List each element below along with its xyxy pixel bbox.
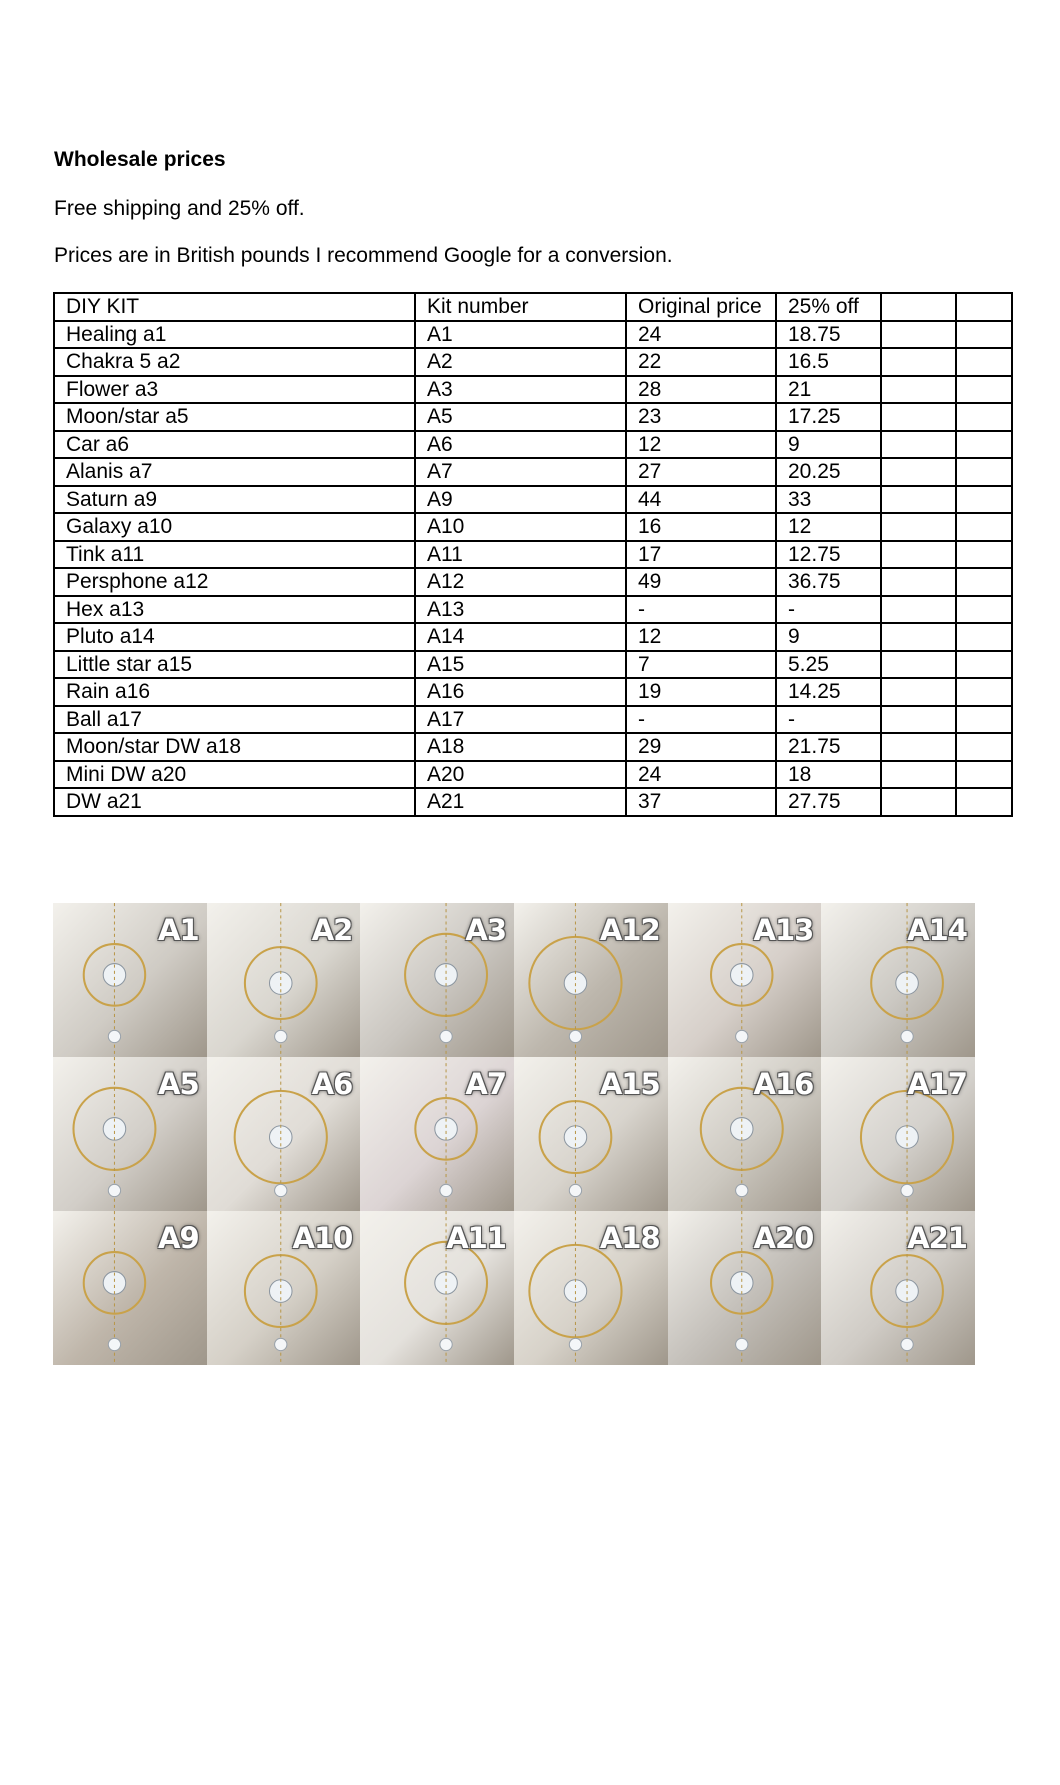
table-cell: 5.25 [776,651,881,679]
table-cell [881,458,956,486]
product-photo-tile [360,1057,514,1211]
column-header: 25% off [776,293,881,321]
product-photo-tile [53,1211,207,1365]
table-cell: Alanis a7 [54,458,415,486]
column-header [956,293,1012,321]
table-cell [956,486,1012,514]
table-cell [956,376,1012,404]
kit-number-label: A1 [158,913,199,947]
table-cell: A5 [415,403,626,431]
table-row [54,541,1012,569]
column-header: Kit number [415,293,626,321]
table-cell: A3 [415,376,626,404]
table-cell [881,733,956,761]
product-photo-tile [668,1211,822,1365]
table-row [54,788,1012,816]
table-row [54,678,1012,706]
table-row [54,761,1012,789]
table-cell: A17 [415,706,626,734]
table-row [54,596,1012,624]
product-photo-tile [821,1057,975,1211]
table-cell [956,541,1012,569]
table-cell [956,623,1012,651]
table-cell: A13 [415,596,626,624]
product-photo-tile [360,903,514,1057]
table-cell: Galaxy a10 [54,513,415,541]
table-cell [956,458,1012,486]
table-cell: 36.75 [776,568,881,596]
table-cell: A9 [415,486,626,514]
kit-number-label: A15 [599,1067,660,1101]
table-cell: Healing a1 [54,321,415,349]
kit-number-label: A18 [599,1221,660,1255]
table-cell: Flower a3 [54,376,415,404]
kit-number-label: A10 [292,1221,353,1255]
kit-number-label: A13 [753,913,814,947]
table-cell: Car a6 [54,431,415,459]
table-cell: A20 [415,761,626,789]
table-row [54,706,1012,734]
table-cell: 23 [626,403,776,431]
table-cell: 17 [626,541,776,569]
column-header [881,293,956,321]
table-cell: Persphone a12 [54,568,415,596]
kit-number-label: A14 [907,913,967,947]
kit-number-label: A9 [158,1221,199,1255]
table-cell: 21.75 [776,733,881,761]
table-cell: 9 [776,623,881,651]
table-cell: - [776,596,881,624]
table-cell [956,678,1012,706]
page-title: Wholesale prices [54,148,226,171]
table-cell: DW a21 [54,788,415,816]
table-cell [881,651,956,679]
table-cell [956,788,1012,816]
kit-number-label: A17 [907,1067,967,1101]
table-cell [956,596,1012,624]
kit-number-label: A3 [465,913,506,947]
product-photo-tile [821,1211,975,1365]
table-cell [956,513,1012,541]
kit-number-label: A21 [907,1221,967,1255]
table-cell [881,678,956,706]
table-cell: A11 [415,541,626,569]
table-cell: 17.25 [776,403,881,431]
table-cell [881,348,956,376]
table-cell [881,706,956,734]
table-cell: A21 [415,788,626,816]
table-cell: A15 [415,651,626,679]
table-cell [881,623,956,651]
product-photo-tile [668,903,822,1057]
kit-number-label: A20 [753,1221,814,1255]
product-photo-tile [821,903,975,1057]
kit-number-label: A7 [465,1067,506,1101]
table-cell: 12 [776,513,881,541]
table-cell: 9 [776,431,881,459]
kit-number-label: A11 [446,1221,506,1255]
table-cell: 21 [776,376,881,404]
table-cell: 7 [626,651,776,679]
product-photo-tile [207,1057,361,1211]
product-photo-tile [53,903,207,1057]
product-photo-tile [668,1057,822,1211]
currency-note: Prices are in British pounds I recommend Google for a conversion. [54,244,673,267]
table-cell: Moon/star a5 [54,403,415,431]
table-row [54,348,1012,376]
table-cell [956,568,1012,596]
table-cell: Moon/star DW a18 [54,733,415,761]
table-cell: 49 [626,568,776,596]
column-header: Original price [626,293,776,321]
table-cell: 24 [626,761,776,789]
product-photo-tile [514,1057,668,1211]
table-cell: 14.25 [776,678,881,706]
table-row [54,651,1012,679]
product-photo-tile [360,1211,514,1365]
table-cell: A14 [415,623,626,651]
table-cell [881,541,956,569]
table-cell [956,321,1012,349]
table-cell: 20.25 [776,458,881,486]
product-photo-tile [207,1211,361,1365]
table-cell [956,431,1012,459]
table-cell [881,321,956,349]
table-row [54,458,1012,486]
table-cell: A18 [415,733,626,761]
table-cell: A1 [415,321,626,349]
table-row [54,733,1012,761]
table-cell [881,596,956,624]
product-photo-tile [207,903,361,1057]
table-cell: 18 [776,761,881,789]
table-cell: A12 [415,568,626,596]
table-cell [881,761,956,789]
kit-number-label: A5 [158,1067,199,1101]
table-cell: 28 [626,376,776,404]
table-cell [881,486,956,514]
table-cell: Saturn a9 [54,486,415,514]
table-cell: Pluto a14 [54,623,415,651]
table-cell: Hex a13 [54,596,415,624]
table-cell: - [776,706,881,734]
table-cell: 16 [626,513,776,541]
product-photo-tile [514,1211,668,1365]
table-row [54,403,1012,431]
table-cell: 27 [626,458,776,486]
table-cell [881,376,956,404]
table-cell: A7 [415,458,626,486]
kit-number-label: A16 [753,1067,814,1101]
table-cell: 19 [626,678,776,706]
table-cell: Ball a17 [54,706,415,734]
price-table [53,292,1013,817]
table-cell: 29 [626,733,776,761]
kit-number-label: A12 [599,913,660,947]
table-row [54,568,1012,596]
table-cell: 12 [626,431,776,459]
table-cell: 24 [626,321,776,349]
product-photo-tile [514,903,668,1057]
kit-number-label: A2 [311,913,353,947]
table-row [54,623,1012,651]
table-cell [881,403,956,431]
table-cell: 33 [776,486,881,514]
table-cell: A16 [415,678,626,706]
table-cell [956,706,1012,734]
table-cell: A6 [415,431,626,459]
table-cell [881,788,956,816]
table-cell: A2 [415,348,626,376]
table-cell [881,431,956,459]
kit-number-label: A6 [311,1067,353,1101]
table-header-row [54,293,1012,321]
product-photo-tile [53,1057,207,1211]
table-cell: 37 [626,788,776,816]
table-cell: - [626,706,776,734]
table-cell: 12.75 [776,541,881,569]
table-cell [956,761,1012,789]
table-cell [956,651,1012,679]
table-cell: 12 [626,623,776,651]
table-cell: Mini DW a20 [54,761,415,789]
table-cell: Rain a16 [54,678,415,706]
table-cell: 27.75 [776,788,881,816]
shipping-note: Free shipping and 25% off. [54,197,305,220]
table-row [54,431,1012,459]
table-cell [956,348,1012,376]
table-row [54,486,1012,514]
table-cell [881,568,956,596]
column-header: DIY KIT [54,293,415,321]
table-cell: A10 [415,513,626,541]
table-row [54,376,1012,404]
table-cell: 16.5 [776,348,881,376]
table-cell: 22 [626,348,776,376]
table-cell: 44 [626,486,776,514]
table-cell: Little star a15 [54,651,415,679]
product-photo-grid [53,903,975,1365]
table-row [54,321,1012,349]
table-cell: - [626,596,776,624]
table-row [54,513,1012,541]
table-cell [956,403,1012,431]
table-cell [881,513,956,541]
table-cell: Chakra 5 a2 [54,348,415,376]
table-cell: Tink a11 [54,541,415,569]
table-cell: 18.75 [776,321,881,349]
table-cell [956,733,1012,761]
